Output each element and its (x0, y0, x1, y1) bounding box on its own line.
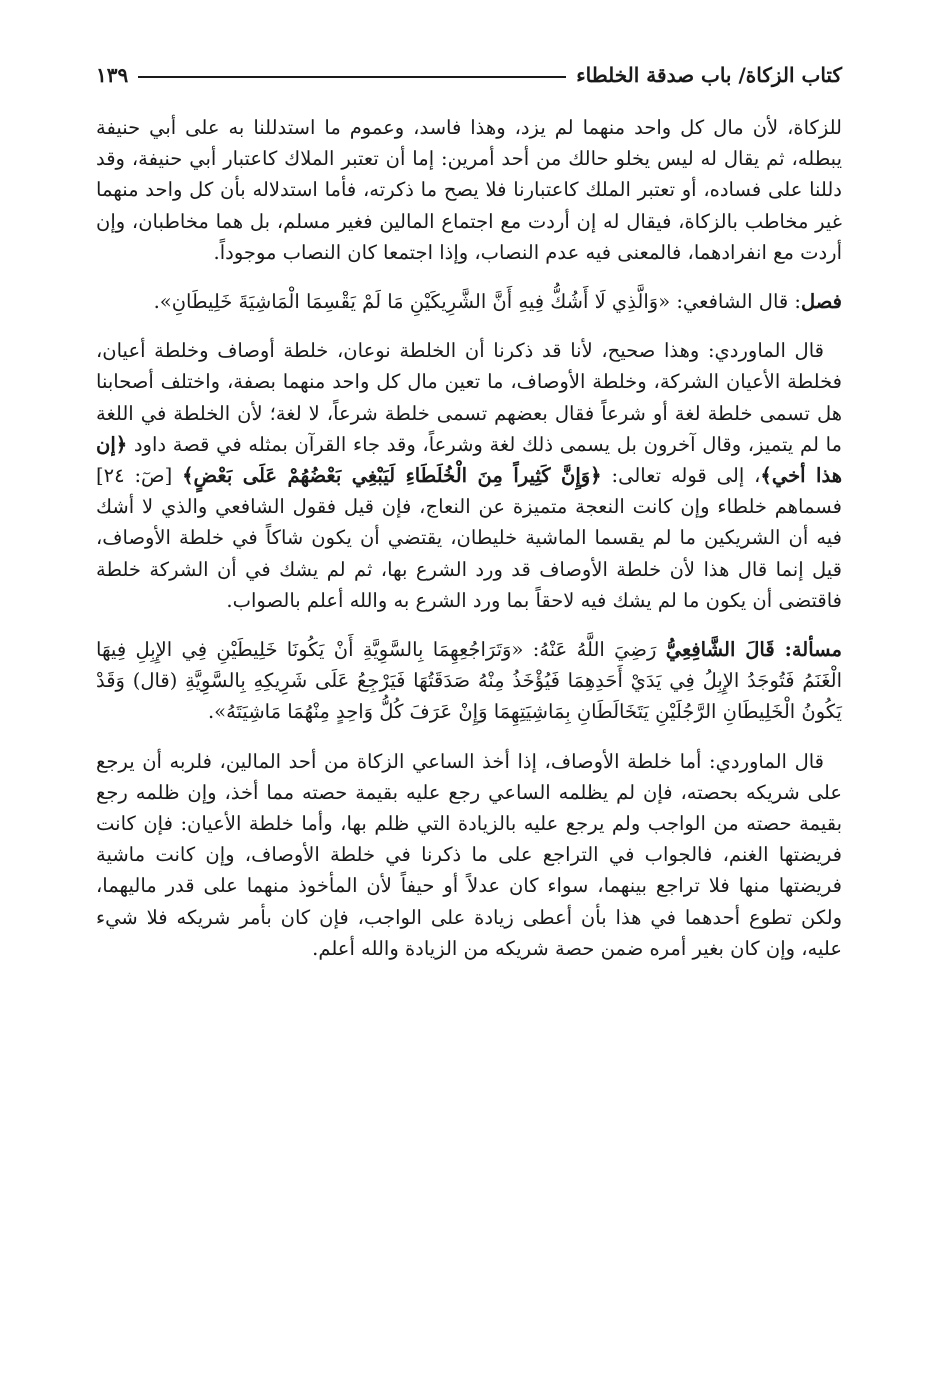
section-lead-fasl: فصل (801, 290, 842, 314)
section-lead-shafii: : قَالَ الشَّافِعِيُّ (665, 638, 792, 662)
paragraph-text: قال الماوردي: أما خلطة الأوصاف، إذا أخذ الساعي الزكاة من أحد المالين، فلربه أن يرجع على شريكه بحصته، فإن لم يظلمه الساعي رجع عليه بقيمة حصته مما أخذ، وإن ظلمه رجع بقيمة حصته من الواجب ولم يرجع عليه بالزيادة التي ظلم بها، وأما خلطة الأعيان: فإن كانت فريضتها الغنم، فالجواب في التراجع على ما ذكرنا في خلطة الأوصاف، وإن كانت ماشية فريضتها منها فلا تراجع بينهما، سواء كان عدلاً أو حيفاً لأن المأخوذ منهما على قدر ماليهما، ولكن تطوع أحدهما في هذا بأن أعطى زيادة على الواجب، فإن كان بأمر شريكه فلا شيء عليه، وإن كان بغير أمره ضمن حصة شريكه من الزيادة والله أعلم. (96, 749, 842, 960)
page-header (96, 58, 842, 92)
paragraph-text: للزكاة، لأن مال كل واحد منهما لم يزد، وهذا فاسد، وعموم ما استدللنا به على أبي حنيفة يبطله، ثم يقال له ليس يخلو حالك من أحد أمرين: إما أن تعتبر الملاك كاعتبار أبي حنيفة، وقد دللنا على فساده، أو تعتبر الملك كاعتبارنا فلا يصح ما ذكرته، فأما استدلاله بأن كل واحد منهما غير مخاطب بالزكاة، فيقال له إن أردت مع اجتماع المالين فغير مسلم، بل هما مخاطبان، وإن أردت مع انفرادهما، فالمعنى فيه عدم النصاب، وإذا اجتمعا كان النصاب موجوداً. (96, 116, 842, 264)
paragraph-text-middle: ، إلى قوله تعالى: (611, 464, 761, 488)
paragraph-text-after: [صٓ: ٢٤] فسماهم خلطاء وإن كانت النعجة متميزة عن النعاج، فإن قيل فقول الشافعي والذي لا أشك فيه أن الشريكين ما لم يقسما الماشية خليطان، يقتضي أن يكون شاكاً في خلطة الأوصاف، قيل إنما قال هذا لأن خلطة الأوصاف قد ورد الشرع بها، ثم لم يشك في أن الشركة خلطة فاقتضى أن يكون ما لم يشك فيه لاحقاً بما ورد الشرع به والله أعلم بالصواب. (96, 464, 842, 612)
paragraph-text: رَضِيَ اللَّهُ عَنْهُ: «وَتَرَاجُعِهِمَا بِالسَّوِيَّةِ أَنْ يَكُونَا خَلِيطَيْنِ فِي الإِبِلِ فِيهَا الْغَنَمُ فَتُوجَدُ الإِبِلُ فِي يَدَيْ أَحَدِهِمَا فَيُؤْخَذُ مِنْهُ صَدَقَتُهَا فَيَرْجِعُ عَلَى شَرِيكِهِ بِالسَّوِيَّةِ (قال) وَقَدْ يَكُونُ الْخَلِيطَانِ الرَّجُلَيْنِ يَتَخَالَطَانِ بِمَاشِيَتِهِمَا وَإِنْ عَرَفَ كُلُّ وَاحِدٍ مِنْهُمَا مَاشِيَتَهُ». (96, 638, 842, 724)
paragraph-fasl (96, 286, 842, 317)
paragraph-text-before: قال الماوردي: وهذا صحيح، لأنا قد ذكرنا أن الخلطة نوعان، خلطة أوصاف وخلطة أعيان، فخلطة الأعيان الشركة، وخلطة الأوصاف، ما تعين مال كل واحد منهما بصفة، واختلف أصحابنا هل تسمى خلطة لغة أو شرعاً فقال بعضهم تسمى خلطة شرعاً، لا لغة؛ لأن الخلطة في اللغة ما لم يتميز، وقال آخرون بل يسمى ذلك لغة وشرعاً، وقد جاء القرآن بمثله في قصة داود (96, 339, 842, 456)
quran-quote: ﴿إن هذا أخي﴾ (96, 432, 842, 488)
header-rule (138, 76, 566, 78)
page-number: ١٣٩ (96, 63, 129, 87)
paragraph-mawardi-commentary (96, 335, 842, 616)
paragraph-mawardi-final (96, 746, 842, 964)
paragraph-continuation (96, 112, 842, 268)
section-lead-masala: مسألة (791, 638, 842, 662)
quran-quote: ﴿وَإِنَّ كَثِيراً مِنَ الْخُلَطَاءِ لَيَبْغِي بَعْضُهُمْ عَلَى بَعْضٍ﴾ (182, 464, 602, 488)
page-body (96, 112, 842, 964)
paragraph-text: : قال الشافعي: «وَالَّذِي لَا أَشُكُّ فِيهِ أَنَّ الشَّرِيكَيْنِ مَا لَمْ يَقْسِمَا الْمَاشِيَةَ خَلِيطَانِ». (153, 290, 801, 314)
paragraph-masala (96, 634, 842, 728)
running-title: كتاب الزكاة/ باب صدقة الخلطاء (576, 63, 842, 87)
